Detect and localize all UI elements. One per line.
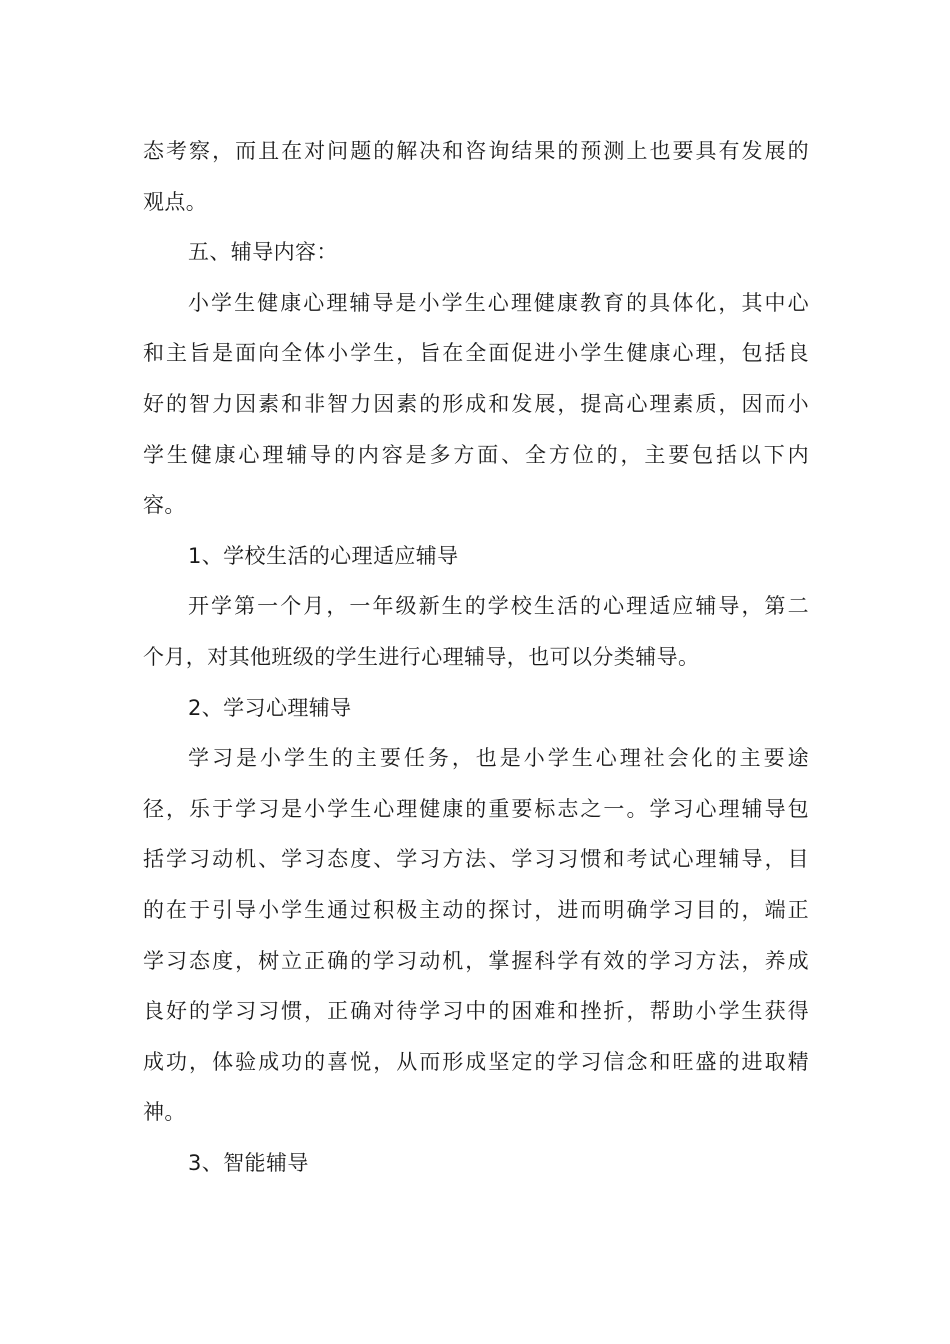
paragraph-line: 开学第一个月，一年级新生的学校生活的心理适应辅导，第二 — [188, 594, 809, 619]
paragraph-line: 学生健康心理辅导的内容是多方面、全方位的，主要包括以下内 — [143, 442, 809, 467]
paragraph-line: 学习是小学生的主要任务，也是小学生心理社会化的主要途 — [188, 746, 809, 771]
paragraph-line: 小学生健康心理辅导是小学生心理健康教育的具体化，其中心 — [188, 290, 809, 315]
paragraph-line: 学习态度，树立正确的学习动机，掌握科学有效的学习方法，养成 — [143, 948, 809, 973]
paragraph-line: 态考察，而且在对问题的解决和咨询结果的预测上也要具有发展的 — [143, 139, 809, 163]
section-heading: 五、辅导内容： — [188, 240, 338, 265]
paragraph-line: 神。 — [143, 1100, 186, 1125]
paragraph-line: 好的智力因素和非智力因素的形成和发展，提高心理素质，因而小 — [143, 391, 809, 416]
paragraph-line: 观点。 — [143, 189, 208, 214]
paragraph-line: 良好的学习习惯，正确对待学习中的困难和挫折，帮助小学生获得 — [143, 999, 809, 1024]
paragraph-line: 和主旨是面向全体小学生，旨在全面促进小学生健康心理，包括良 — [143, 341, 809, 366]
paragraph-line: 径，乐于学习是小学生心理健康的重要标志之一。学习心理辅导包 — [143, 796, 809, 821]
paragraph-line: 个月，对其他班级的学生进行心理辅导，也可以分类辅导。 — [143, 644, 700, 669]
paragraph-line: 成功，体验成功的喜悦，从而形成坚定的学习信念和旺盛的进取精 — [143, 1049, 809, 1074]
document-body — [143, 126, 809, 1188]
paragraph-line: 容。 — [143, 493, 186, 518]
subsection-heading: 2、学习心理辅导 — [188, 695, 352, 720]
paragraph-line: 的在于引导小学生通过积极主动的探讨，进而明确学习目的，端正 — [143, 897, 809, 922]
subsection-heading: 1、学校生活的心理适应辅导 — [188, 543, 459, 568]
paragraph-line: 括学习动机、学习态度、学习方法、学习习惯和考试心理辅导，目 — [143, 847, 809, 872]
subsection-heading: 3、智能辅导 — [188, 1150, 309, 1175]
